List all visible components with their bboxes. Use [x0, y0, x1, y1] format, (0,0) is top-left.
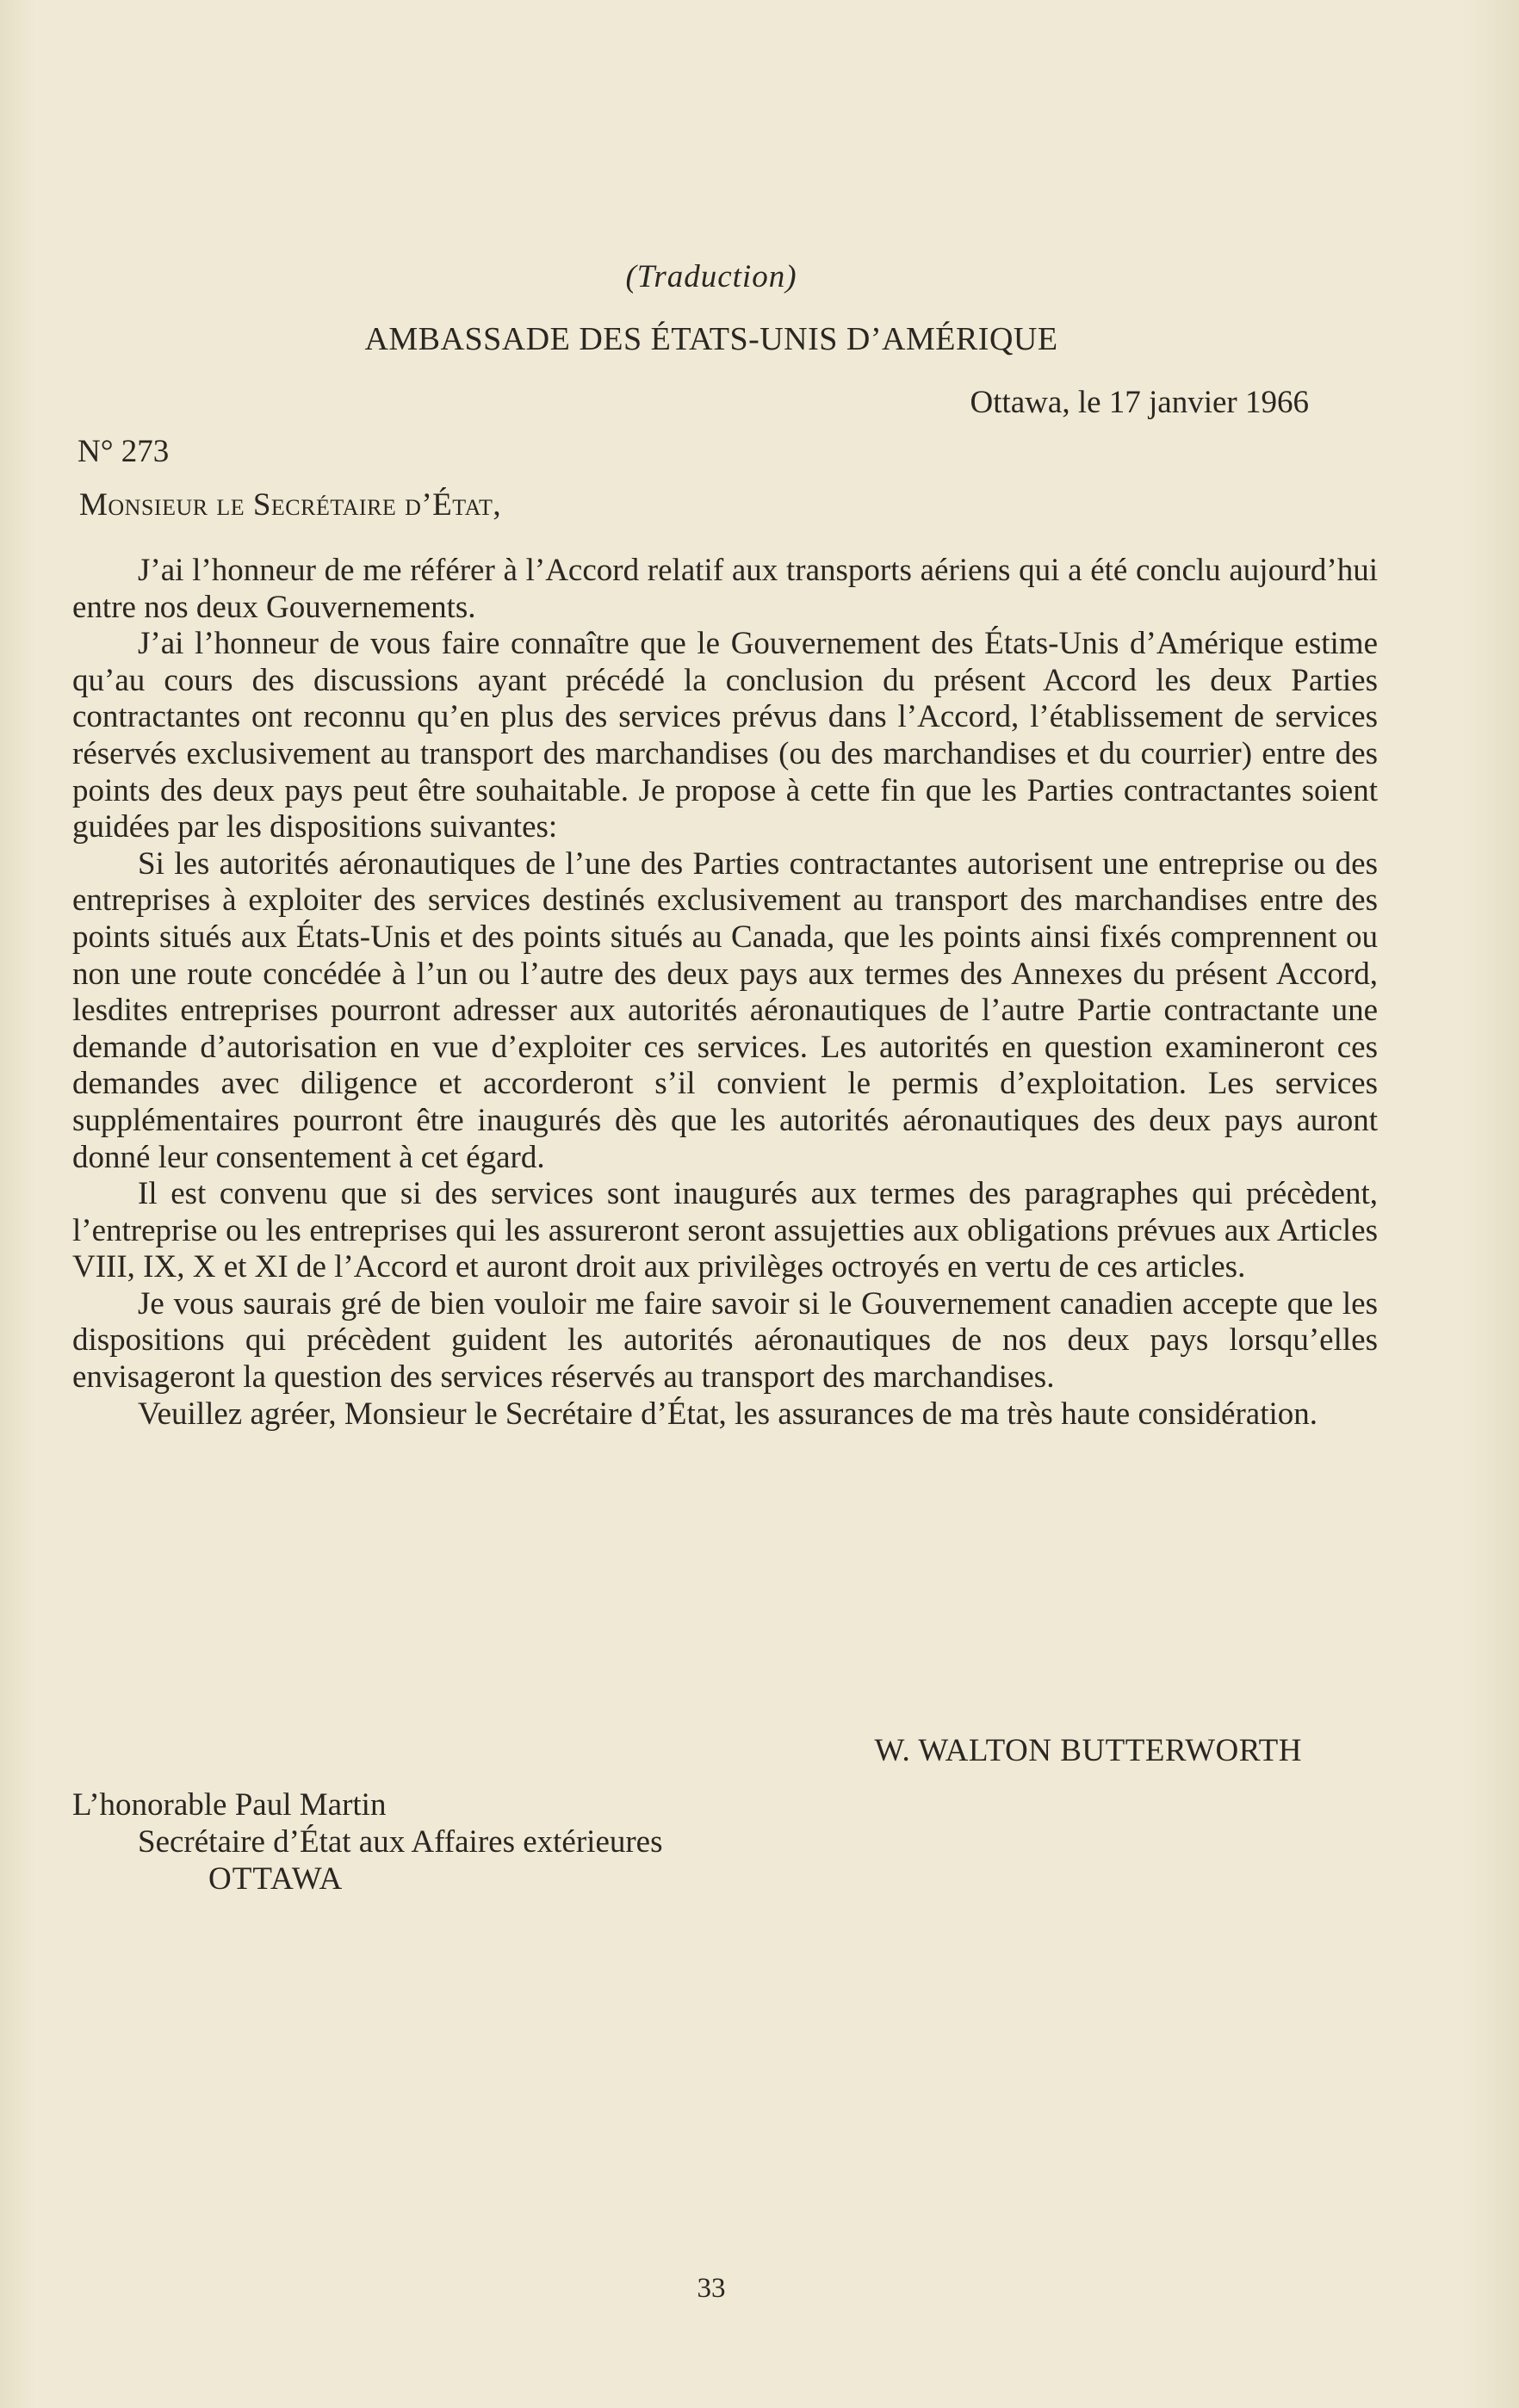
addressee-block [72, 1786, 663, 1897]
page-number: 33 [697, 2273, 726, 2304]
addressee-city: OTTAWA [208, 1861, 344, 1897]
body-paragraph: Il est convenu que si des services sont inaugurés aux termes des paragraphes qui précèdent, l’entreprise ou les entreprises qui les assureront seront assujetties aux obligations prévues aux Articles VIII, IX, X et XI de l’Accord et auront droit aux privilèges octroyés en vertu de ces articles. [72, 1176, 1378, 1285]
body-paragraph: Si les autorités aéronautiques de l’une des Parties contractantes autorisent une entreprise ou des entreprises à exploiter des services destinés exclusivement au transport des marchandises entre des points situés aux États-Unis et des points situés au Canada, que les points ainsi fixés comprennent ou non une route concédée à l’un ou l’autre des deux pays aux termes des Annexes du présent Accord, lesdites entreprises pourront adresser aux autorités aéronautiques de l’autre Partie contractante une demande d’autorisation en vue d’exploiter ces services. Les autorités en question examineront ces demandes avec diligence et accorderont s’il convient le permis d’exploitation. Les services supplémentaires pourront être inaugurés dès que les autorités aéronautiques des deux pays auront donné leur consentement à cet égard. [72, 845, 1378, 1175]
addressee-name: L’honorable Paul Martin [72, 1787, 387, 1823]
embassy-heading: AMBASSADE DES ÉTATS-UNIS D’AMÉRIQUE [364, 321, 1058, 357]
body-paragraph: J’ai l’honneur de vous faire connaître que le Gouvernement des États-Unis d’Amérique estime qu’au cours des discussions ayant précédé la conclusion du présent Accord les deux Parties contractantes ont reconnu qu’en plus des services prévus dans l’Accord, l’établissement de services réservés exclusivement au transport des marchandises (ou des marchandises et du courrier) entre des points des deux pays peut être souhaitable. Je propose à cette fin que les Parties contractantes soient guidées par les dispositions suivantes: [72, 626, 1378, 845]
letter-date: Ottawa, le 17 janvier 1966 [970, 385, 1309, 420]
body-paragraph: J’ai l’honneur de me référer à l’Accord relatif aux transports aériens qui a été conclu aujourd’hui entre nos deux Gouvernements. [72, 553, 1378, 625]
signature: W. WALTON BUTTERWORTH [874, 1733, 1302, 1768]
salutation: Monsieur le Secrétaire d’État, [79, 487, 502, 523]
body-paragraph: Veuillez agréer, Monsieur le Secrétaire d’État, les assurances de ma très haute considération. [138, 1396, 1318, 1432]
note-number: N° 273 [78, 434, 170, 469]
translation-label: (Traduction) [625, 259, 797, 294]
body-paragraph: Je vous saurais gré de bien vouloir me faire savoir si le Gouvernement canadien accepte que les dispositions qui précèdent guident les autorités aéronautiques de nos deux pays lorsqu’elles envisageront la question des services réservés au transport des marchandises. [72, 1285, 1378, 1396]
addressee-title: Secrétaire d’État aux Affaires extérieures [138, 1824, 663, 1860]
letter-body [72, 553, 1378, 1433]
